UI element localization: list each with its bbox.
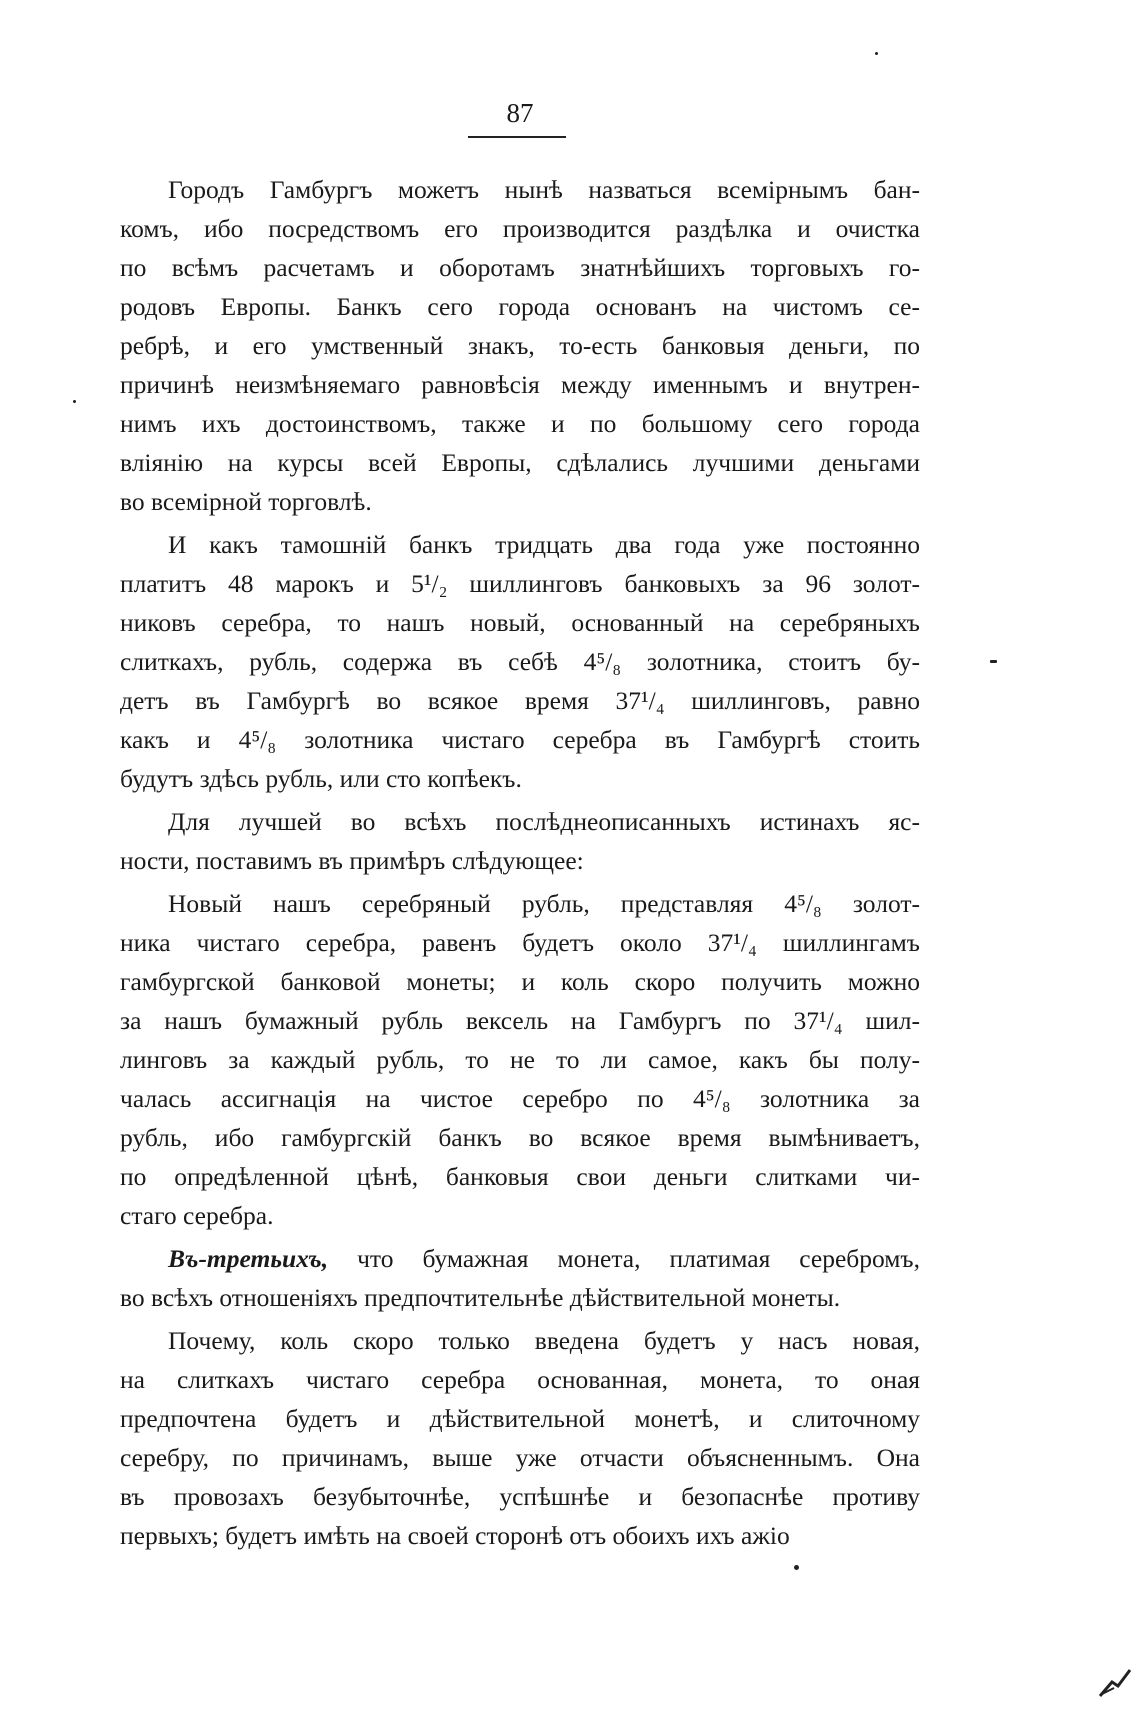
text-line <box>120 404 920 443</box>
text-line <box>120 923 920 962</box>
text-line-content: никовъ серебра, то нашъ новый, основанный на серебряныхъ <box>120 608 920 637</box>
paragraph <box>120 170 920 521</box>
speck-mark <box>875 52 878 55</box>
text-body <box>120 170 920 1555</box>
text-line-content: Городъ Гамбургъ можетъ нынѣ назваться всемірнымъ бан- <box>168 175 920 204</box>
text-line-content: что бумажная монета, платимая серебромъ, <box>328 1244 920 1273</box>
text-line-content: рубль, ибо гамбургскій банкъ во всякое время вымѣниваетъ, <box>120 1123 920 1152</box>
text-line-content: въ провозахъ безубыточнѣе, успѣшнѣе и безопаснѣе противу <box>120 1482 920 1511</box>
text-line <box>120 841 920 880</box>
text-line-content: стаго серебра. <box>120 1201 274 1230</box>
paragraph <box>120 1239 920 1317</box>
text-line <box>120 564 920 603</box>
text-line-content: слиткахъ, рубль, содержа въ себѣ 4⁵/₈ золотника, стоитъ бу- <box>120 647 920 676</box>
text-line-content: на слиткахъ чистаго серебра основанная, монета, то оная <box>120 1365 920 1394</box>
text-line <box>120 287 920 326</box>
text-line <box>120 1516 920 1555</box>
text-line <box>120 1278 920 1317</box>
text-line <box>120 962 920 1001</box>
text-line <box>120 1079 920 1118</box>
paragraph <box>120 525 920 798</box>
text-line-content: чалась ассигнація на чистое серебро по 4⁵/₈ золотника за <box>120 1084 920 1113</box>
text-line <box>120 209 920 248</box>
text-line <box>120 884 920 923</box>
text-line <box>120 365 920 404</box>
text-line-content: по опредѣленной цѣнѣ, банковыя свои деньги слитками чи- <box>120 1162 920 1191</box>
text-line <box>120 482 920 521</box>
text-line <box>120 802 920 841</box>
text-line-content: комъ, ибо посредствомъ его производится раздѣлка и очистка <box>120 214 920 243</box>
text-line-content: детъ въ Гамбургѣ во всякое время 37¹/₄ шиллинговъ, равно <box>120 686 920 715</box>
text-line <box>120 1321 920 1360</box>
text-line-content: ника чистаго серебра, равенъ будетъ около 37¹/₄ шиллингамъ <box>120 928 920 957</box>
text-line <box>120 248 920 287</box>
text-line-content: будутъ здѣсь рубль, или сто копѣекъ. <box>120 764 522 793</box>
text-line-content: родовъ Европы. Банкъ сего города основанъ на чистомъ се- <box>120 292 920 321</box>
text-line <box>120 326 920 365</box>
text-line <box>120 1001 920 1040</box>
text-line <box>120 603 920 642</box>
text-line-content: вліянію на курсы всей Европы, сдѣлались лучшими деньгами <box>120 448 920 477</box>
text-line-content: Для лучшей во всѣхъ послѣднеописанныхъ истинахъ яс- <box>168 807 920 836</box>
text-line <box>120 720 920 759</box>
text-line <box>120 642 920 681</box>
speck-mark <box>990 660 997 663</box>
text-line-content: по всѣмъ расчетамъ и оборотамъ знатнѣйшихъ торговыхъ го- <box>120 253 920 282</box>
text-line <box>120 1157 920 1196</box>
text-line-content: во всемірной торговлѣ. <box>120 487 372 516</box>
text-line <box>120 1239 920 1278</box>
text-line <box>120 1477 920 1516</box>
text-line <box>120 525 920 564</box>
text-line <box>120 443 920 482</box>
text-line-content: Почему, коль скоро только введена будетъ у насъ новая, <box>168 1326 920 1355</box>
page-number: 87 <box>506 98 534 128</box>
text-line-content: гамбургской банковой монеты; и коль скоро получить можно <box>120 967 920 996</box>
paragraph <box>120 884 920 1235</box>
text-line <box>120 1196 920 1235</box>
text-line <box>120 681 920 720</box>
text-line-content: серебру, по причинамъ, выше уже отчасти объясненнымъ. Она <box>120 1443 920 1472</box>
text-line <box>120 1399 920 1438</box>
text-line-content: платитъ 48 марокъ и 5¹/₂ шиллинговъ банковыхъ за 96 золот- <box>120 569 920 598</box>
speck-mark <box>73 400 76 403</box>
corner-scan-mark <box>1098 1664 1132 1698</box>
italic-lead-text: Въ-третьихъ, <box>168 1244 329 1273</box>
text-line-content: Новый нашъ серебряный рубль, представляя 4⁵/₈ золот- <box>168 889 920 918</box>
text-line-content: предпочтена будетъ и дѣйствительной монетѣ, и слиточному <box>120 1404 920 1433</box>
paragraph <box>120 1321 920 1555</box>
text-line <box>120 1118 920 1157</box>
text-line-content: за нашъ бумажный рубль вексель на Гамбургъ по 37¹/₄ шил- <box>120 1006 920 1035</box>
text-line <box>120 1438 920 1477</box>
paragraph <box>120 802 920 880</box>
text-line-content: ности, поставимъ въ примѣръ слѣдующее: <box>120 846 584 875</box>
text-line <box>120 1360 920 1399</box>
speck-mark <box>794 1565 799 1570</box>
text-line <box>120 759 920 798</box>
text-line-content: первыхъ; будетъ имѣть на своей сторонѣ отъ обоихъ ихъ ажіо <box>120 1521 790 1550</box>
text-line-content: линговъ за каждый рубль, то не то ли самое, какъ бы полу- <box>120 1045 920 1074</box>
text-line <box>120 1040 920 1079</box>
text-line-content: ребрѣ, и его умственный знакъ, то-есть банковыя деньги, по <box>120 331 920 360</box>
text-line-content: во всѣхъ отношеніяхъ предпочтительнѣе дѣйствительной монеты. <box>120 1283 841 1312</box>
page-number-rule <box>468 136 566 138</box>
text-line-content: И какъ тамошній банкъ тридцать два года уже постоянно <box>168 530 920 559</box>
text-line-content: нимъ ихъ достоинствомъ, также и по большому сего города <box>120 409 920 438</box>
text-line-content: причинѣ неизмѣняемаго равновѣсія между именнымъ и внутрен- <box>120 370 920 399</box>
text-line <box>120 170 920 209</box>
text-line-content: какъ и 4⁵/₈ золотника чистаго серебра въ Гамбургѣ стоить <box>120 725 920 754</box>
